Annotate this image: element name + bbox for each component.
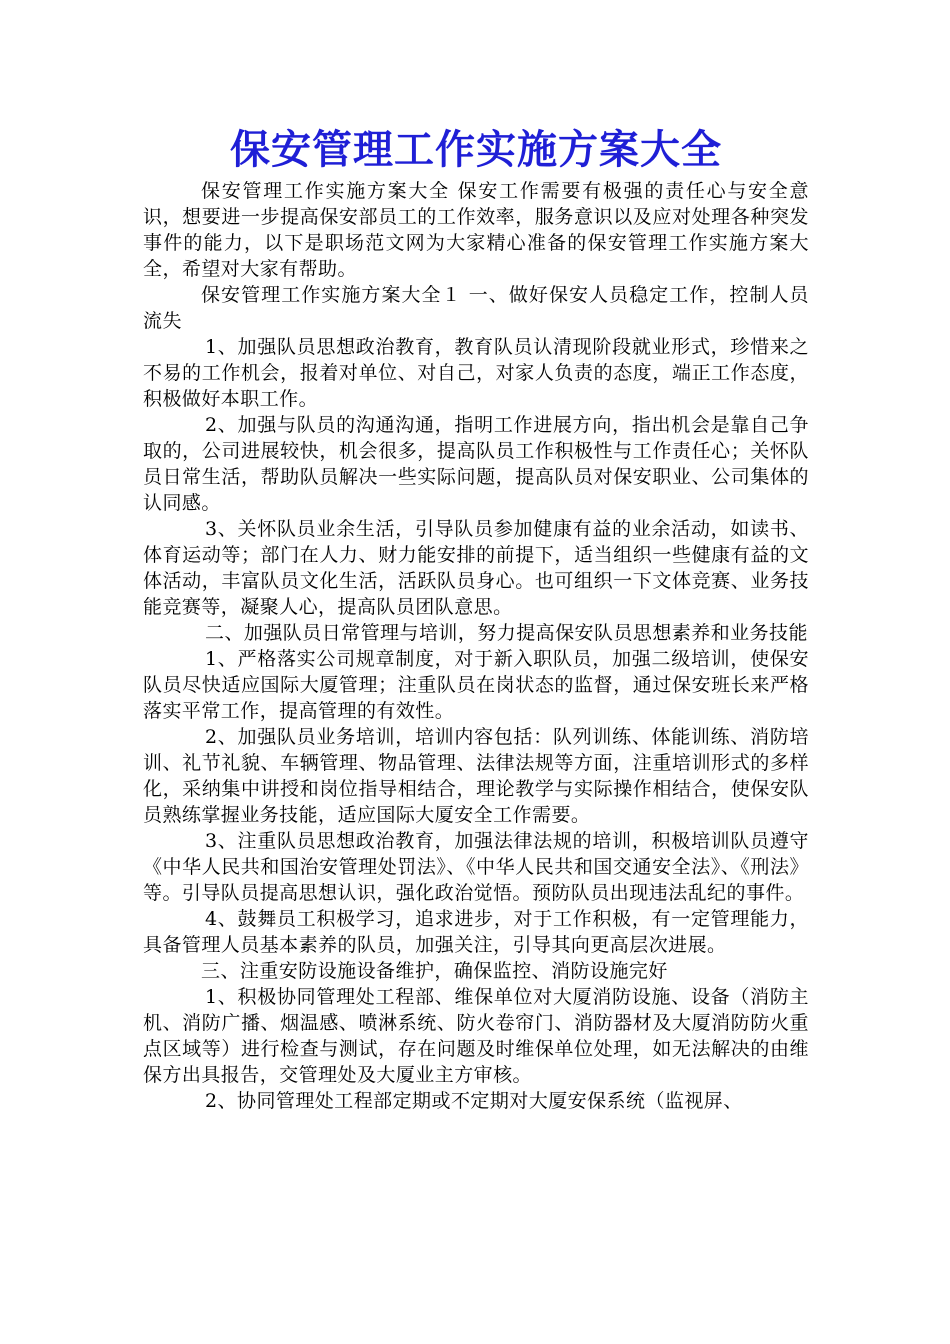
paragraph: 2、加强队员业务培训，培训内容包括：队列训练、体能训练、消防培训、礼节礼貌、车辆管理、物品管理、法律法规等方面，注重培训形式的多样化，采纳集中讲授和岗位指导相结合，理论教学与实际操作相结合，使保安队员熟练掌握业务技能，适应国际大厦安全工作需要。 [143,726,809,826]
paragraph: 保安管理工作实施方案大全１ 一、做好保安人员稳定工作，控制人员流失 [143,284,809,332]
paragraph: 4、鼓舞员工积极学习，追求进步，对于工作积极，有一定管理能力，具备管理人员基本素养的队员，加强关注，引导其向更高层次进展。 [143,908,809,956]
paragraph: 2、协同管理处工程部定期或不定期对大厦安保系统（监视屏、 [205,1090,743,1112]
document-title: 保安管理工作实施方案大全 [230,126,722,173]
document-page [143,122,809,1114]
paragraph: 1、积极协同管理处工程部、维保单位对大厦消防设施、设备（消防主机、消防广播、烟温感、喷淋系统、防火卷帘门、消防器材及大厦消防防火重点区域等）进行检查与测试，存在问题及时维保单位处理，如无法解决的由维保方出具报告，交管理处及大厦业主方审核。 [143,986,809,1086]
paragraph: 三、注重安防设施设备维护，确保监控、消防设施完好 [201,960,668,982]
document-body [143,178,809,1114]
paragraph: 保安管理工作实施方案大全 保安工作需要有极强的责任心与安全意识，想要进一步提高保安部员工的工作效率，服务意识以及应对处理各种突发事件的能力，以下是职场范文网为大家精心准备的保安管理工作实施方案大全，希望对大家有帮助。 [143,180,809,280]
paragraph: 3、注重队员思想政治教育，加强法律法规的培训，积极培训队员遵守《中华人民共和国治安管理处罚法》、《中华人民共和国交通安全法》、《刑法》等。引导队员提高思想认识，强化政治觉悟。预防队员出现违法乱纪的事件。 [143,830,809,904]
paragraph: 3、关怀队员业余生活，引导队员参加健康有益的业余活动，如读书、体育运动等；部门在人力、财力能安排的前提下，适当组织一些健康有益的文体活动，丰富队员文化生活，活跃队员身心。也可组织一下文体竞赛、业务技能竞赛等，凝聚人心，提高队员团队意思。 [143,518,809,618]
paragraph: 1、加强队员思想政治教育，教育队员认清现阶段就业形式，珍惜来之不易的工作机会，报着对单位、对自己，对家人负责的态度，端正工作态度，积极做好本职工作。 [143,336,809,410]
paragraph: 1、严格落实公司规章制度，对于新入职队员，加强二级培训，使保安队员尽快适应国际大厦管理；注重队员在岗状态的监督，通过保安班长来严格落实平常工作，提高管理的有效性。 [143,648,809,722]
paragraph: 2、加强与队员的沟通沟通，指明工作进展方向，指出机会是靠自己争取的，公司进展较快，机会很多，提高队员工作积极性与工作责任心；关怀队员日常生活，帮助队员解决一些实际问题，提高队员对保安职业、公司集体的认同感。 [143,414,809,514]
paragraph: 二、加强队员日常管理与培训，努力提高保安队员思想素养和业务技能 [205,622,808,644]
